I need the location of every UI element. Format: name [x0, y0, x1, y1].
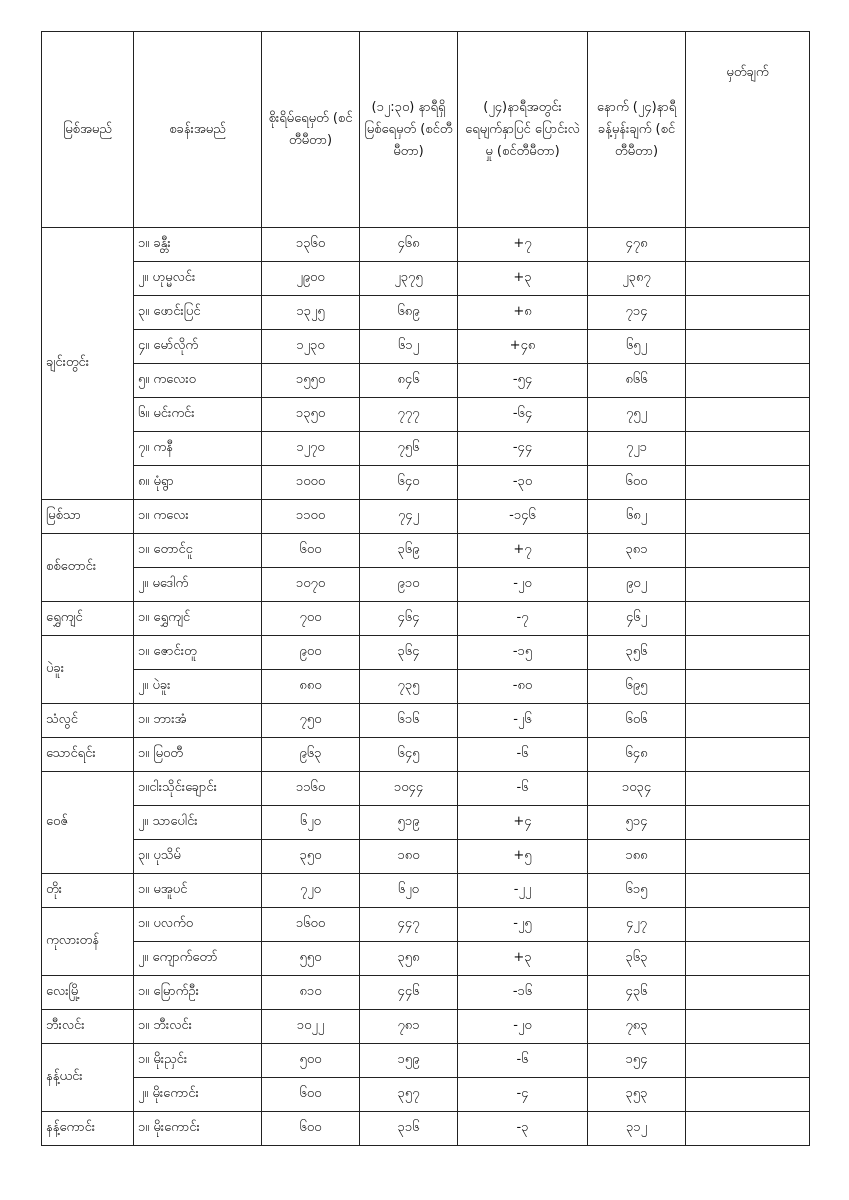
current-level-cell: ၆၁၆ — [360, 704, 458, 738]
forecast-cell: ၄၇၈ — [588, 228, 686, 262]
station-name-cell: ၂။ ပဲခူး — [134, 670, 262, 704]
change-cell: -၁၆ — [458, 976, 588, 1010]
station-name-cell: ၁။ မြဝတီ — [134, 738, 262, 772]
forecast-cell: ၆၀၆ — [588, 704, 686, 738]
forecast-cell: ၃၈၁ — [588, 534, 686, 568]
change-cell: -၁၅ — [458, 636, 588, 670]
forecast-cell: ၈၆၆ — [588, 364, 686, 398]
station-name-cell: ၈။ မုံရွာ — [134, 466, 262, 500]
station-name-cell: ၁။ မိုးကောင်း — [134, 1112, 262, 1146]
station-name-cell: ၁။ မိုးညှင်း — [134, 1044, 262, 1078]
warning-level-cell: ၁၀၀၀ — [262, 466, 360, 500]
current-level-cell: ၇၄၂ — [360, 500, 458, 534]
header-warning-level: စိုးရိမ်ရေမှတ် (စင်တီမီတာ) — [262, 32, 360, 228]
forecast-cell: ၇၁၄ — [588, 296, 686, 330]
current-level-cell: ၇၅၆ — [360, 432, 458, 466]
forecast-cell: ၃၅၃ — [588, 1078, 686, 1112]
river-name-cell: သံလွင် — [42, 704, 134, 738]
current-level-cell: ၇၇၇ — [360, 398, 458, 432]
table-row — [42, 1010, 810, 1044]
header-station: စခန်းအမည် — [134, 32, 262, 228]
forecast-cell: ၄၂၇ — [588, 908, 686, 942]
remarks-cell — [686, 738, 810, 772]
river-name-cell: စစ်တောင်း — [42, 534, 134, 602]
warning-level-cell: ၇၂၀ — [262, 874, 360, 908]
remarks-cell — [686, 704, 810, 738]
change-cell: -၄၄ — [458, 432, 588, 466]
change-cell: +၄၈ — [458, 330, 588, 364]
change-cell: -၆ — [458, 738, 588, 772]
warning-level-cell: ၇၅၀ — [262, 704, 360, 738]
table-row — [42, 602, 810, 636]
station-name-cell: ၂။ ကျောက်တော် — [134, 942, 262, 976]
station-name-cell: ၁။ ဇောင်းတူ — [134, 636, 262, 670]
table-row — [42, 772, 810, 806]
table-row — [42, 262, 810, 296]
current-level-cell: ၆၁၂ — [360, 330, 458, 364]
remarks-cell — [686, 466, 810, 500]
change-cell: -၇ — [458, 602, 588, 636]
remarks-cell — [686, 296, 810, 330]
table-row — [42, 364, 810, 398]
change-cell: +၈ — [458, 296, 588, 330]
warning-level-cell: ၁၃၆၀ — [262, 228, 360, 262]
warning-level-cell: ၁၁၆၀ — [262, 772, 360, 806]
warning-level-cell: ၁၀၇၀ — [262, 568, 360, 602]
remarks-cell — [686, 976, 810, 1010]
table-row — [42, 466, 810, 500]
table-row — [42, 1078, 810, 1112]
change-cell: +၃ — [458, 942, 588, 976]
current-level-cell: ၈၄၆ — [360, 364, 458, 398]
forecast-cell: ၇၅၂ — [588, 398, 686, 432]
station-name-cell: ၁။ ကလေး — [134, 500, 262, 534]
table-row — [42, 296, 810, 330]
warning-level-cell: ၇၀၀ — [262, 602, 360, 636]
remarks-cell — [686, 534, 810, 568]
warning-level-cell: ၉၀၀ — [262, 636, 360, 670]
remarks-cell — [686, 1010, 810, 1044]
table-row — [42, 228, 810, 262]
table-row — [42, 806, 810, 840]
change-cell: -၃၀ — [458, 466, 588, 500]
forecast-cell: ၄၃၆ — [588, 976, 686, 1010]
forecast-cell: ၃၅၆ — [588, 636, 686, 670]
current-level-cell: ၆၈၉ — [360, 296, 458, 330]
change-cell: -၆ — [458, 1044, 588, 1078]
remarks-cell — [686, 228, 810, 262]
change-cell: +၇ — [458, 534, 588, 568]
forecast-cell: ၅၁၄ — [588, 806, 686, 840]
remarks-cell — [686, 262, 810, 296]
warning-level-cell: ၁၂၇၀ — [262, 432, 360, 466]
warning-level-cell: ၁၁၀၀ — [262, 500, 360, 534]
current-level-cell: ၄၆၈ — [360, 228, 458, 262]
table-row — [42, 908, 810, 942]
warning-level-cell: ၁၆၀၀ — [262, 908, 360, 942]
warning-level-cell: ၆၂၀ — [262, 806, 360, 840]
table-row — [42, 398, 810, 432]
forecast-cell: ၆၅၂ — [588, 330, 686, 364]
table-body — [42, 228, 810, 1146]
station-name-cell: ၁။ မြောက်ဦး — [134, 976, 262, 1010]
current-level-cell: ၁၀၄၄ — [360, 772, 458, 806]
station-name-cell: ၂။ ဟုမ္မလင်း — [134, 262, 262, 296]
warning-level-cell: ၁၀၂၂ — [262, 1010, 360, 1044]
table-row — [42, 704, 810, 738]
table-row — [42, 738, 810, 772]
station-name-cell: ၄။ မော်လိုက် — [134, 330, 262, 364]
river-name-cell: ဝေဇ် — [42, 772, 134, 874]
remarks-cell — [686, 670, 810, 704]
current-level-cell: ၁၅၉ — [360, 1044, 458, 1078]
table-row — [42, 840, 810, 874]
forecast-cell: ၉၀၂ — [588, 568, 686, 602]
forecast-cell: ၁၅၄ — [588, 1044, 686, 1078]
header-row — [42, 32, 810, 228]
remarks-cell — [686, 330, 810, 364]
remarks-cell — [686, 364, 810, 398]
station-name-cell: ၁။ ဘီးလင်း — [134, 1010, 262, 1044]
current-level-cell: ၆၂၀ — [360, 874, 458, 908]
forecast-cell: ၁၈၈ — [588, 840, 686, 874]
forecast-cell: ၁၀၃၄ — [588, 772, 686, 806]
current-level-cell: ၅၁၉ — [360, 806, 458, 840]
table-row — [42, 432, 810, 466]
forecast-cell: ၇၈၃ — [588, 1010, 686, 1044]
header-forecast: နောက် (၂၄)နာရီ ခန့်မှန်းချက် (စင်တီမီတာ) — [588, 32, 686, 228]
current-level-cell: ၁၈၀ — [360, 840, 458, 874]
table-row — [42, 942, 810, 976]
current-level-cell: ၆၄၅ — [360, 738, 458, 772]
change-cell: -၂၀ — [458, 568, 588, 602]
table-row — [42, 534, 810, 568]
current-level-cell: ၃၅၈ — [360, 942, 458, 976]
current-level-cell: ၃၆၉ — [360, 534, 458, 568]
forecast-cell: ၆၁၅ — [588, 874, 686, 908]
table-row — [42, 568, 810, 602]
station-name-cell: ၁။ မအူပင် — [134, 874, 262, 908]
warning-level-cell: ၈၈၀ — [262, 670, 360, 704]
change-cell: -၃ — [458, 1112, 588, 1146]
river-name-cell: မြစ်သာ — [42, 500, 134, 534]
forecast-cell: ၆၉၅ — [588, 670, 686, 704]
current-level-cell: ၆၄၀ — [360, 466, 458, 500]
table-row — [42, 976, 810, 1010]
station-name-cell: ၂။ မဒေါက် — [134, 568, 262, 602]
water-level-table — [41, 31, 810, 1146]
remarks-cell — [686, 432, 810, 466]
forecast-cell: ၆၄၈ — [588, 738, 686, 772]
warning-level-cell: ၆၀၀ — [262, 1078, 360, 1112]
current-level-cell: ၄၆၄ — [360, 602, 458, 636]
river-name-cell: တိုး — [42, 874, 134, 908]
current-level-cell: ၄၄၆ — [360, 976, 458, 1010]
current-level-cell: ၃၆၄ — [360, 636, 458, 670]
header-river: မြစ်အမည် — [42, 32, 134, 228]
change-cell: -၆၄ — [458, 398, 588, 432]
remarks-cell — [686, 1078, 810, 1112]
header-remarks: မှတ်ချက် — [686, 32, 810, 228]
forecast-cell: ၂၃၈၇ — [588, 262, 686, 296]
change-cell: -၆ — [458, 772, 588, 806]
station-name-cell: ၁။ ခန္တီး — [134, 228, 262, 262]
station-name-cell: ၁။ ပလက်ဝ — [134, 908, 262, 942]
table-row — [42, 670, 810, 704]
river-name-cell: နန့်ကောင်း — [42, 1112, 134, 1146]
river-name-cell: သောင်ရင်း — [42, 738, 134, 772]
remarks-cell — [686, 908, 810, 942]
change-cell: -၂၂ — [458, 874, 588, 908]
river-name-cell: ချင်းတွင်း — [42, 228, 134, 500]
warning-level-cell: ၅၀၀ — [262, 1044, 360, 1078]
current-level-cell: ၂၃၇၅ — [360, 262, 458, 296]
remarks-cell — [686, 772, 810, 806]
station-name-cell: ၁။ တောင်ငူ — [134, 534, 262, 568]
table-row — [42, 500, 810, 534]
warning-level-cell: ၈၁၀ — [262, 976, 360, 1010]
remarks-cell — [686, 636, 810, 670]
forecast-cell: ၇၂၁ — [588, 432, 686, 466]
remarks-cell — [686, 1044, 810, 1078]
river-name-cell: ဘီးလင်း — [42, 1010, 134, 1044]
current-level-cell: ၇၈၁ — [360, 1010, 458, 1044]
header-current-level: (၁၂:၃၀) နာရီရှိ မြစ်ရေမှတ် (စင်တီမီတာ) — [360, 32, 458, 228]
current-level-cell: ၄၄၇ — [360, 908, 458, 942]
station-name-cell: ၃။ ပုသိမ် — [134, 840, 262, 874]
remarks-cell — [686, 1112, 810, 1146]
table-row — [42, 636, 810, 670]
warning-level-cell: ၆၀၀ — [262, 534, 360, 568]
change-cell: -၂၀ — [458, 1010, 588, 1044]
warning-level-cell: ၁၃၅၀ — [262, 398, 360, 432]
current-level-cell: ၃၅၇ — [360, 1078, 458, 1112]
remarks-cell — [686, 806, 810, 840]
remarks-cell — [686, 942, 810, 976]
warning-level-cell: ၉၆၃ — [262, 738, 360, 772]
station-name-cell: ၁။ ဘားအံ — [134, 704, 262, 738]
change-cell: -၅၄ — [458, 364, 588, 398]
remarks-cell — [686, 602, 810, 636]
forecast-cell: ၆၀၀ — [588, 466, 686, 500]
forecast-cell: ၃၁၂ — [588, 1112, 686, 1146]
change-cell: +၃ — [458, 262, 588, 296]
change-cell: -၂၆ — [458, 704, 588, 738]
river-name-cell: ကုလားတန် — [42, 908, 134, 976]
forecast-cell: ၆၈၂ — [588, 500, 686, 534]
change-cell: -၂၅ — [458, 908, 588, 942]
change-cell: +၅ — [458, 840, 588, 874]
station-name-cell: ၂။ သာပေါင်း — [134, 806, 262, 840]
remarks-cell — [686, 568, 810, 602]
table-row — [42, 874, 810, 908]
change-cell: +၇ — [458, 228, 588, 262]
change-cell: -၄ — [458, 1078, 588, 1112]
remarks-cell — [686, 500, 810, 534]
table-row — [42, 1112, 810, 1146]
river-name-cell: ရွှေကျင် — [42, 602, 134, 636]
change-cell: -၁၄၆ — [458, 500, 588, 534]
warning-level-cell: ၁၅၅၀ — [262, 364, 360, 398]
table-row — [42, 1044, 810, 1078]
change-cell: -၈၀ — [458, 670, 588, 704]
forecast-cell: ၄၆၂ — [588, 602, 686, 636]
warning-level-cell: ၁၃၂၅ — [262, 296, 360, 330]
station-name-cell: ၁။ငါးသိုင်းချောင်း — [134, 772, 262, 806]
river-name-cell: နန့်ယင်း — [42, 1044, 134, 1112]
current-level-cell: ၃၁၆ — [360, 1112, 458, 1146]
current-level-cell: ၇၃၅ — [360, 670, 458, 704]
station-name-cell: ၆။ မင်းကင်း — [134, 398, 262, 432]
warning-level-cell: ၁၂၃၀ — [262, 330, 360, 364]
table-row — [42, 330, 810, 364]
station-name-cell: ၂။ မိုးကောင်း — [134, 1078, 262, 1112]
river-name-cell: လေးမြို့ — [42, 976, 134, 1010]
current-level-cell: ၉၁၀ — [360, 568, 458, 602]
station-name-cell: ၅။ ကလေးဝ — [134, 364, 262, 398]
station-name-cell: ၇။ ကနီ — [134, 432, 262, 466]
remarks-cell — [686, 398, 810, 432]
forecast-cell: ၃၆၃ — [588, 942, 686, 976]
warning-level-cell: ၅၅၀ — [262, 942, 360, 976]
header-24h-change: (၂၄)နာရီအတွင်း ရေမျက်နှာပြင် ပြောင်းလဲမှု (စင်တီမီတာ) — [458, 32, 588, 228]
station-name-cell: ၁။ ရွှေကျင် — [134, 602, 262, 636]
warning-level-cell: ၃၅၀ — [262, 840, 360, 874]
remarks-cell — [686, 840, 810, 874]
remarks-cell — [686, 874, 810, 908]
station-name-cell: ၃။ ဖောင်းပြင် — [134, 296, 262, 330]
river-name-cell: ပဲခူး — [42, 636, 134, 704]
warning-level-cell: ၂၉၀၀ — [262, 262, 360, 296]
change-cell: +၄ — [458, 806, 588, 840]
warning-level-cell: ၆၀၀ — [262, 1112, 360, 1146]
